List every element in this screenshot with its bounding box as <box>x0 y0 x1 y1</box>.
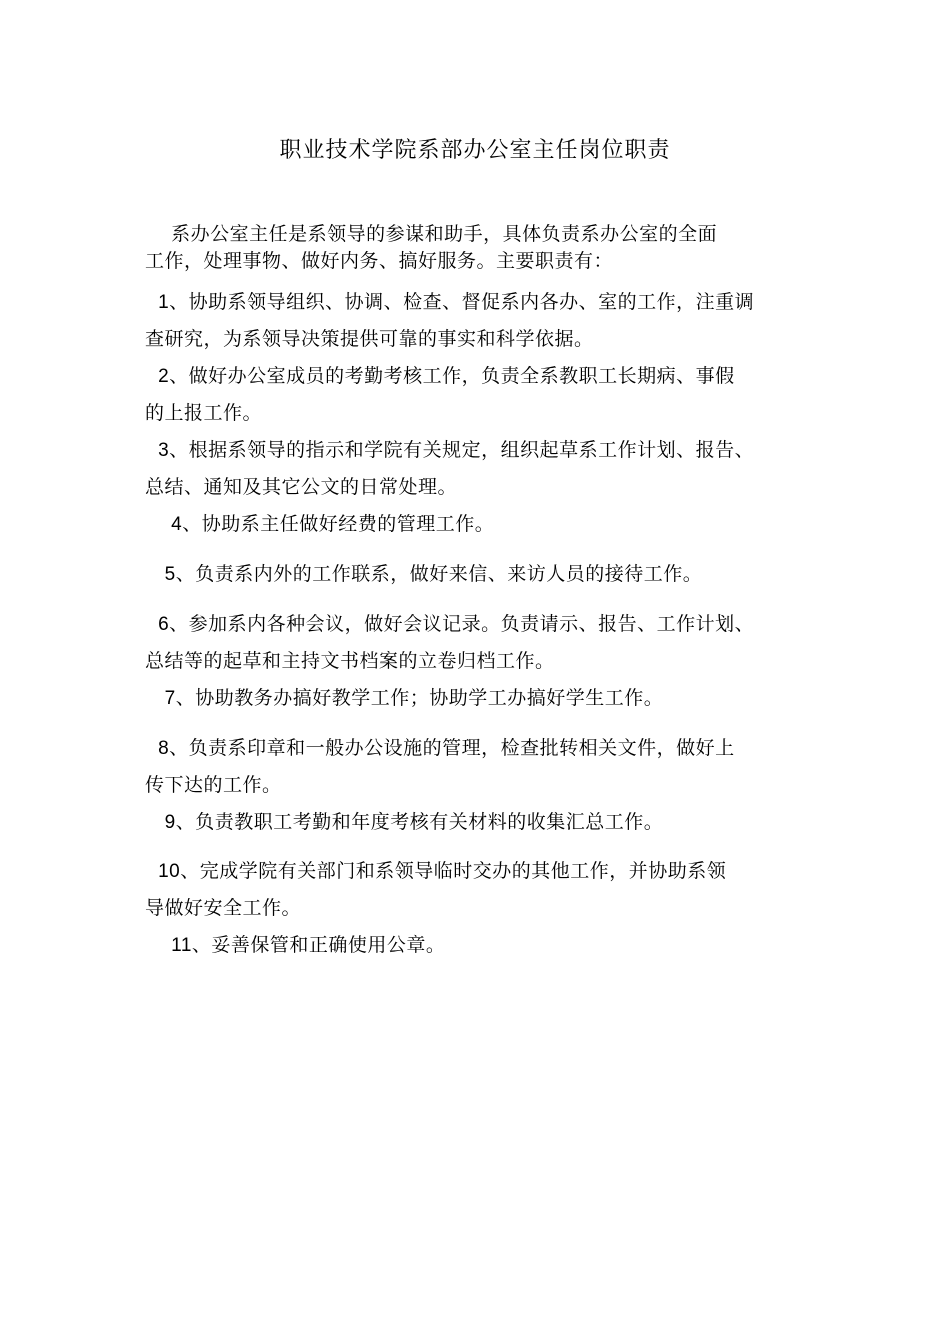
duty-item-10 <box>145 853 825 927</box>
duty-text-line-2: 导做好安全工作。 <box>145 897 302 919</box>
duty-item-6 <box>145 606 825 680</box>
duty-item-1 <box>145 284 825 358</box>
duty-text-line-1: 、协助教务办搞好教学工作；协助学工办搞好学生工作。 <box>175 687 664 709</box>
duty-text-line-1: 、参加系内各种会议，做好会议记录。负责请示、报告、工作计划、 <box>169 613 755 635</box>
duty-number: 5 <box>164 564 176 585</box>
duty-item-9 <box>145 804 825 841</box>
intro-line-2: 工作，处理事物、做好内务、搞好服务。主要职责有： <box>145 250 614 272</box>
duty-text-line-1: 、负责系内外的工作联系，做好来信、来访人员的接待工作。 <box>175 563 703 585</box>
duty-number: 8 <box>158 738 170 759</box>
intro-paragraph <box>145 221 825 275</box>
intro-line-1: 系办公室主任是系领导的参谋和助手，具体负责系办公室的全面 <box>145 223 718 245</box>
duty-text-line-1: 、协助系领导组织、协调、检查、督促系内各办、室的工作，注重调 <box>169 291 755 313</box>
document-title: 职业技术学院系部办公室主任岗位职责 <box>279 138 671 163</box>
duty-item-8 <box>145 730 825 804</box>
duty-text-line-1: 、根据系领导的指示和学院有关规定，组织起草系工作计划、报告、 <box>169 439 755 461</box>
duty-number: 1 <box>158 292 170 313</box>
duty-item-7 <box>145 680 825 717</box>
duty-number: 10 <box>158 861 181 882</box>
duty-text-line-1: 、完成学院有关部门和系领导临时交办的其他工作，并协助系领 <box>180 860 727 882</box>
duty-text-line-1: 、协助系主任做好经费的管理工作。 <box>182 513 495 535</box>
duty-text-line-1: 、妥善保管和正确使用公章。 <box>191 934 446 956</box>
duty-item-11 <box>145 927 825 964</box>
duty-item-2 <box>145 358 825 432</box>
duty-number: 3 <box>158 440 170 461</box>
duty-number: 4 <box>171 514 183 535</box>
duty-text-line-2: 查研究，为系领导决策提供可靠的事实和科学依据。 <box>145 328 594 350</box>
duty-text-line-2: 总结、通知及其它公文的日常处理。 <box>145 476 458 498</box>
duty-number: 9 <box>164 812 176 833</box>
duty-number: 11 <box>171 935 192 956</box>
duty-item-3 <box>145 432 825 506</box>
duty-text-line-1: 、负责教职工考勤和年度考核有关材料的收集汇总工作。 <box>175 811 664 833</box>
duty-text-line-2: 的上报工作。 <box>145 402 263 424</box>
duty-text-line-2: 传下达的工作。 <box>145 774 282 796</box>
duty-text-line-2: 总结等的起草和主持文书档案的立卷归档工作。 <box>145 650 555 672</box>
duty-number: 7 <box>164 688 176 709</box>
duty-number: 6 <box>158 614 170 635</box>
duty-text-line-1: 、负责系印章和一般办公设施的管理，检查批转相关文件，做好上 <box>169 737 735 759</box>
duty-item-5 <box>145 556 825 593</box>
duty-item-4 <box>145 506 825 543</box>
duty-number: 2 <box>158 366 170 387</box>
duty-text-line-1: 、做好办公室成员的考勤考核工作，负责全系教职工长期病、事假 <box>169 365 735 387</box>
